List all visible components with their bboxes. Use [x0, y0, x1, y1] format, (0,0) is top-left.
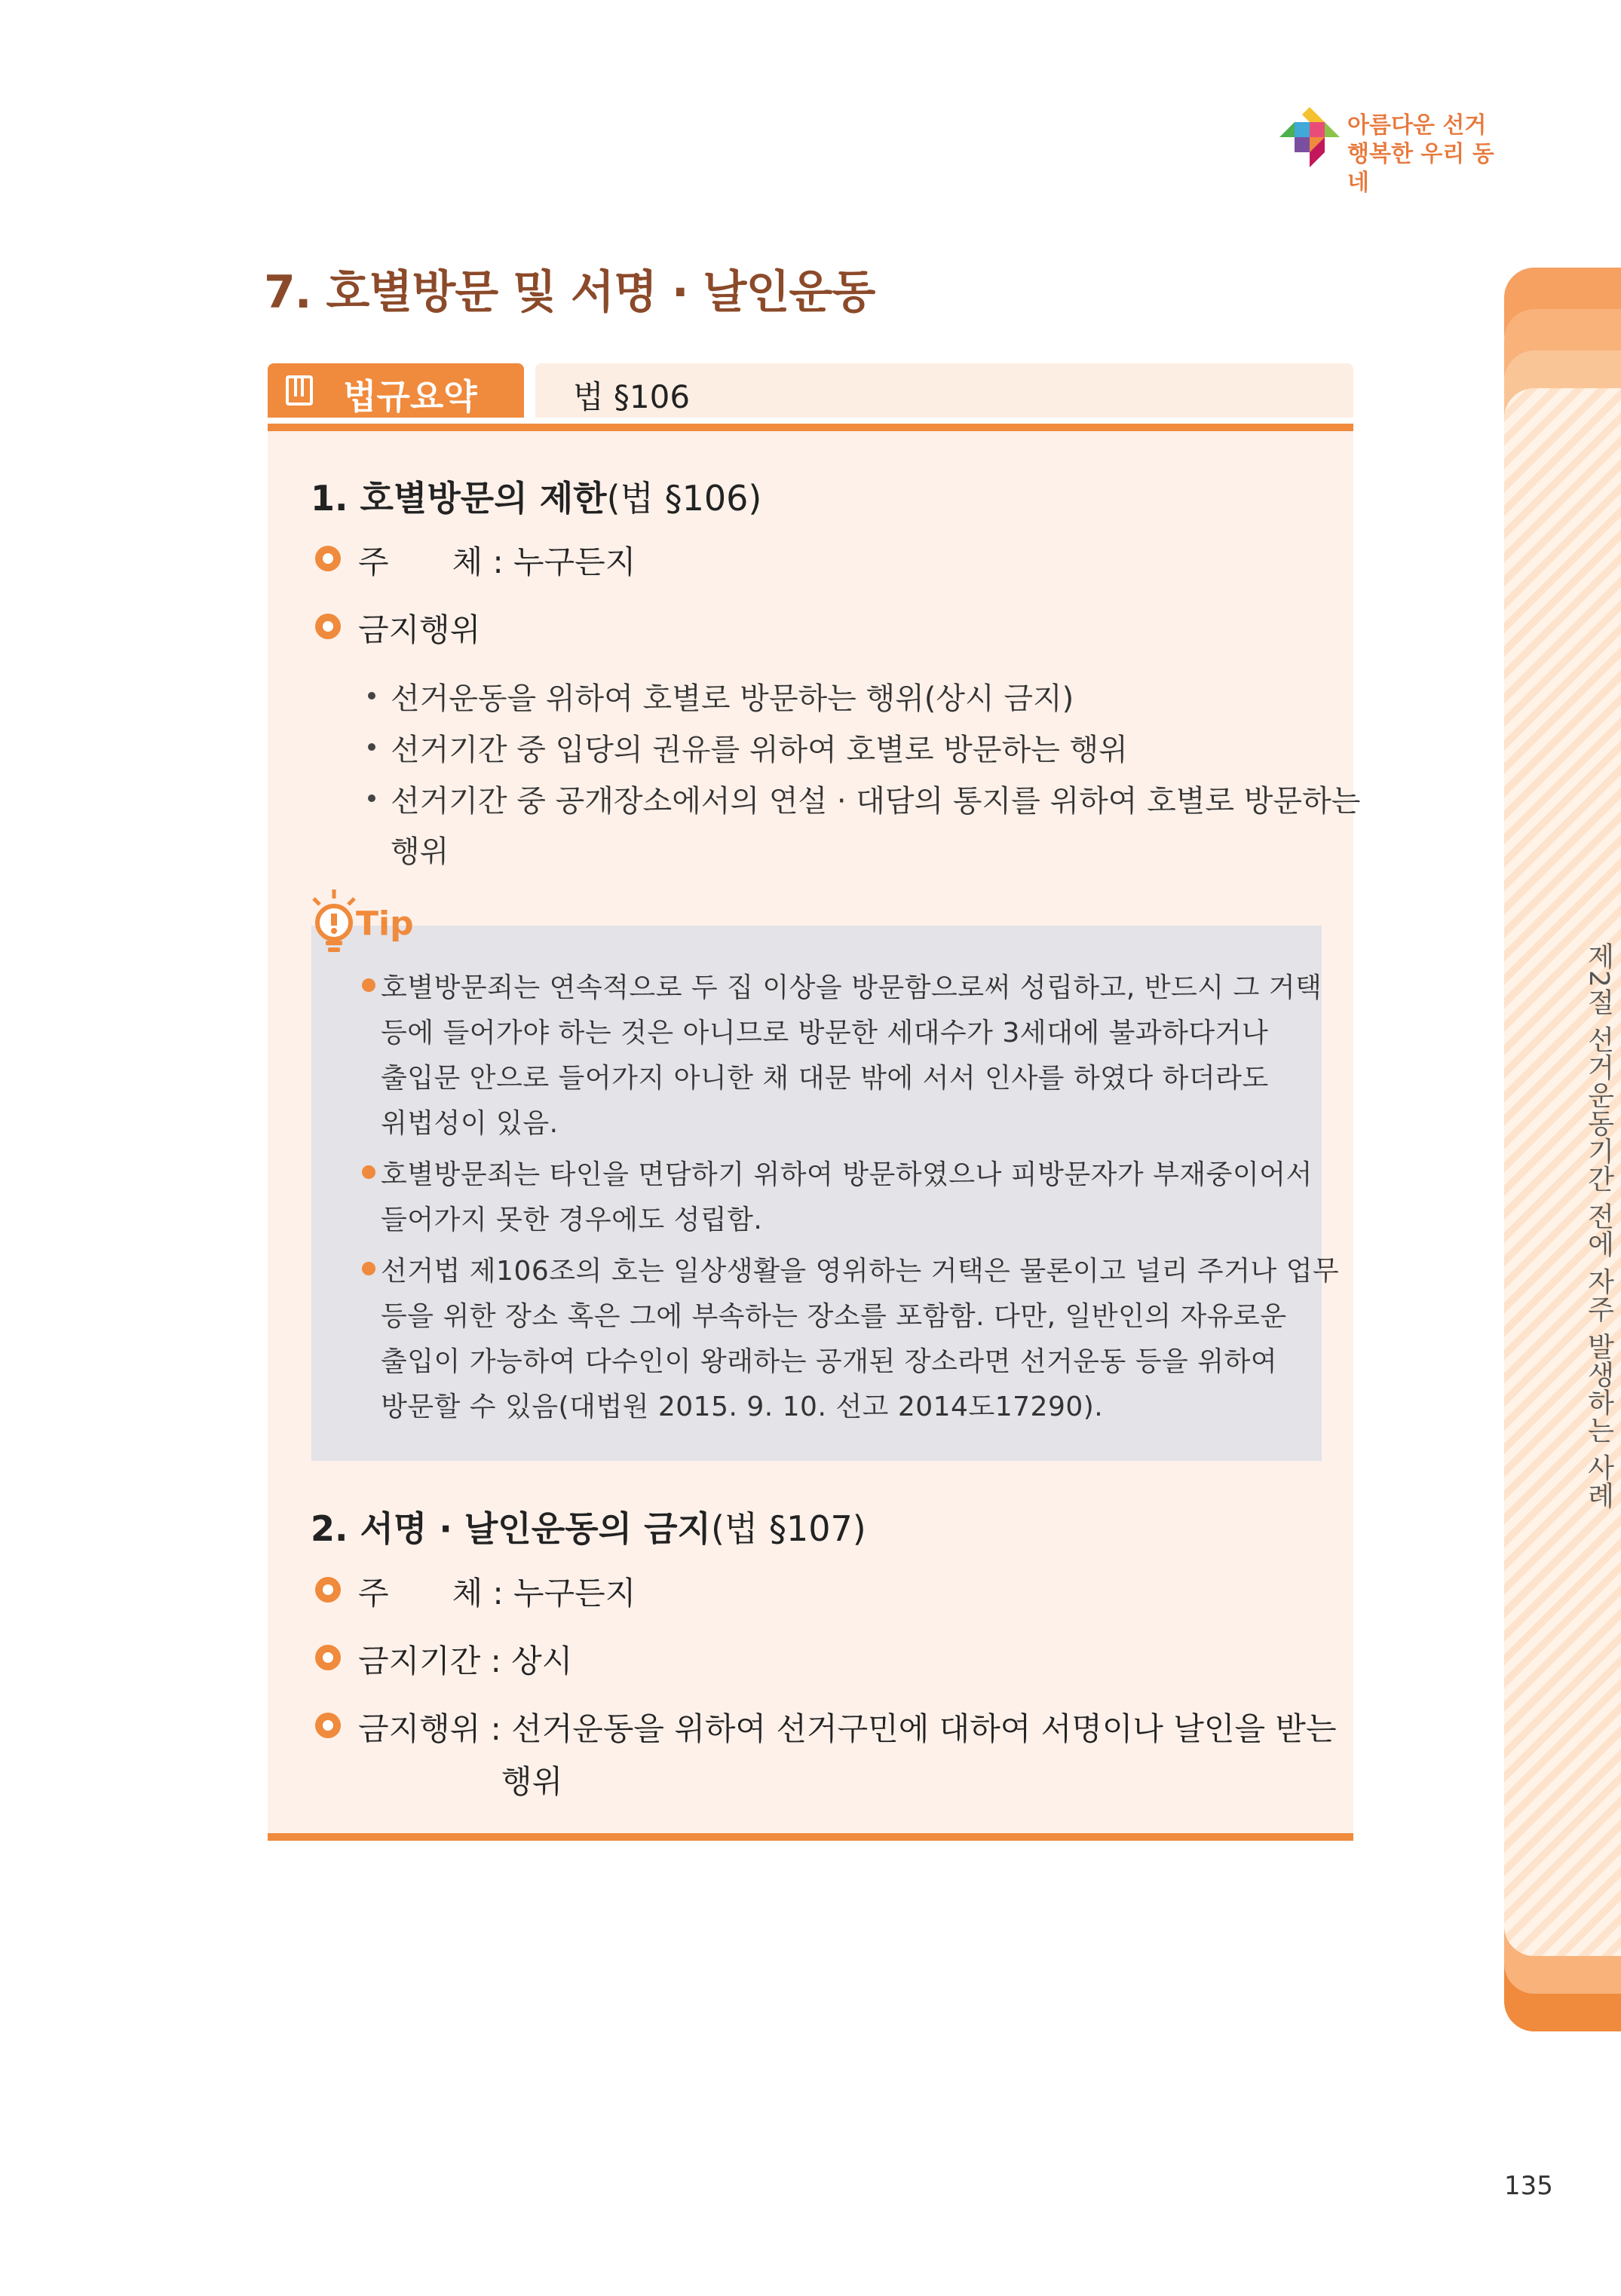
- section-2-title-ref: (법 §107): [710, 1508, 866, 1549]
- section-1-subitem-1: 선거운동을 위하여 호별로 방문하는 행위(상시 금지): [391, 681, 1074, 716]
- circle-bullet-icon: [315, 614, 341, 639]
- panel-bottom-divider: [268, 1833, 1353, 1841]
- tip-line: 호별방문죄는 타인을 면담하기 위하여 방문하였으나 피방문자가 부재중이어서: [381, 1159, 1313, 1190]
- section-1-subitem-3-cont: 행위: [391, 834, 449, 869]
- section-2-item-prohibited-cont: 행위: [501, 1763, 563, 1800]
- tip-bullet-icon: [362, 1262, 375, 1275]
- circle-bullet-icon: [315, 546, 341, 571]
- brand-text: [1347, 112, 1504, 197]
- page-title: 7. 호별방문 및 서명 · 날인운동: [264, 266, 875, 319]
- section-1-title-ref: (법 §106): [606, 478, 762, 519]
- section-2-item-period: 금지기간 : 상시: [358, 1642, 573, 1679]
- brand-logo: [1278, 106, 1504, 196]
- lightbulb-icon: [308, 888, 360, 956]
- circle-bullet-icon: [315, 1577, 341, 1603]
- diamond-logo-icon: [1278, 106, 1341, 169]
- dot-bullet-icon: [368, 692, 375, 700]
- section-1-subitem-2: 선거기간 중 입당의 권유를 위하여 호별로 방문하는 행위: [391, 733, 1128, 767]
- page-number: 135: [1504, 2171, 1553, 2201]
- tip-line: 출입문 안으로 들어가지 아니한 채 대문 밖에 서서 인사를 하였다 하더라도: [381, 1063, 1269, 1094]
- tip-line: 호별방문죄는 연속적으로 두 집 이상을 방문함으로써 성립하고, 반드시 그 거택: [381, 972, 1322, 1003]
- tip-line: 들어가지 못한 경우에도 성립함.: [381, 1205, 763, 1235]
- dot-bullet-icon: [368, 743, 375, 751]
- section-1-item-prohibited: 금지행위: [358, 611, 481, 648]
- law-reference-box: [535, 363, 1353, 418]
- tip-line: 등을 위한 장소 혹은 그에 부속하는 장소를 포함함. 다만, 일반인의 자유로운: [381, 1301, 1287, 1332]
- chapter-label: 제2절 선거운동기간 전에 자주 발생하는 사례: [1583, 942, 1614, 1510]
- tip-line: 출입이 가능하여 다수인이 왕래하는 공개된 장소라면 선거운동 등을 위하여: [381, 1346, 1278, 1377]
- circle-bullet-icon: [315, 1713, 341, 1738]
- brand-line-1: 아름다운 선거: [1347, 112, 1487, 139]
- header-divider: [268, 424, 1353, 431]
- section-2-item-subject: 주 체 : 누구든지: [358, 1575, 636, 1612]
- section-2-item-prohibited: 금지행위 : 선거운동을 위하여 선거구민에 대하여 서명이나 날인을 받는: [358, 1710, 1337, 1747]
- circle-bullet-icon: [315, 1645, 341, 1670]
- tip-bullet-icon: [362, 978, 375, 992]
- tip-line: 위법성이 있음.: [381, 1108, 559, 1139]
- law-book-icon: [286, 375, 313, 406]
- dot-bullet-icon: [368, 794, 375, 802]
- tip-line: 등에 들어가야 하는 것은 아니므로 방문한 세대수가 3세대에 불과하다거나: [381, 1018, 1269, 1049]
- tip-box: [311, 926, 1322, 1461]
- law-summary-label: 법규요약: [343, 376, 477, 417]
- section-1-title: [311, 471, 761, 521]
- brand-line-2: 행복한 우리 동네: [1347, 141, 1494, 196]
- tip-bullet-icon: [362, 1165, 375, 1179]
- tip-label: Tip: [356, 905, 414, 943]
- section-1-item-subject: 주 체 : 누구든지: [358, 543, 636, 580]
- tip-line: 방문할 수 있음(대법원 2015. 9. 10. 선고 2014도17290).: [381, 1391, 1104, 1422]
- law-reference: 법 §106: [573, 378, 691, 415]
- section-2-title: [311, 1502, 866, 1551]
- law-summary-tab: [268, 363, 524, 418]
- section-1-title-main: 1. 호별방문의 제한: [311, 478, 607, 519]
- tip-line: 선거법 제106조의 호는 일상생활을 영위하는 거택은 물론이고 널리 주거나 업무: [381, 1256, 1340, 1287]
- section-1-subitem-3: 선거기간 중 공개장소에서의 연설 · 대담의 통지를 위하여 호별로 방문하는: [391, 784, 1361, 819]
- section-2-title-main: 2. 서명 · 날인운동의 금지: [311, 1508, 711, 1549]
